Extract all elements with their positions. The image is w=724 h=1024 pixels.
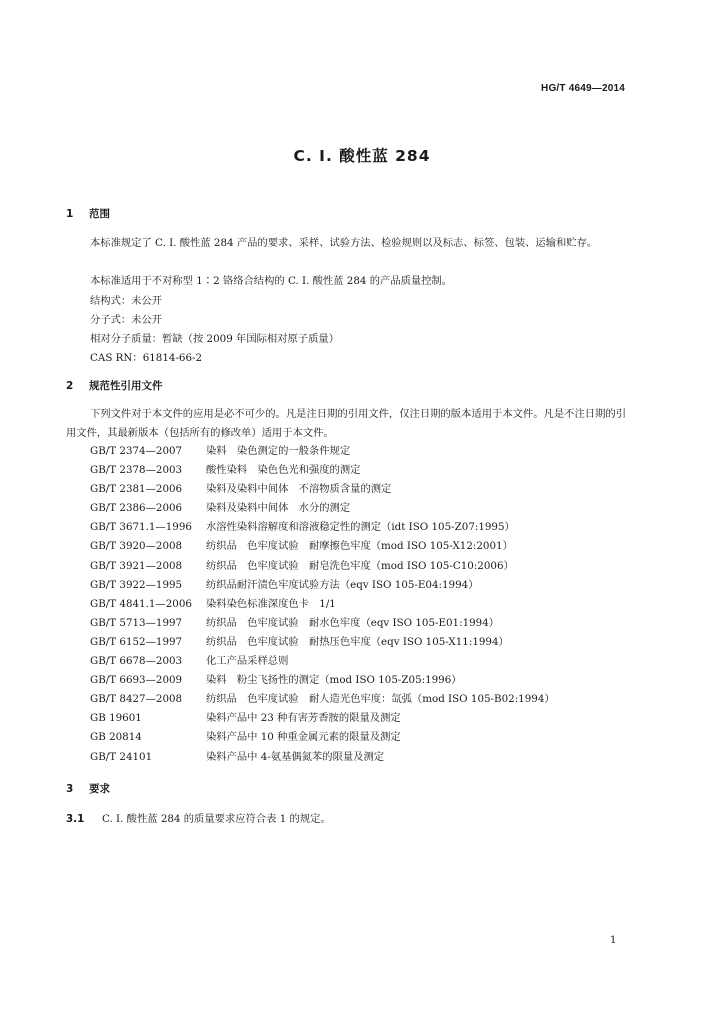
reference-item <box>90 690 555 709</box>
reference-item <box>90 461 555 480</box>
reference-code: GB/T 24101 <box>90 750 153 763</box>
reference-title: 化工产品采样总则 <box>206 655 289 668</box>
section-1-number: 1 <box>66 208 74 220</box>
reference-title: 染料产品中 23 种有害芳香胺的限量及测定 <box>206 712 401 725</box>
reference-code: GB/T 2381—2006 <box>90 483 183 496</box>
reference-code: GB/T 5713—1997 <box>90 616 183 629</box>
reference-item <box>90 595 555 614</box>
reference-title: 纺织品 色牢度试验 耐人造光色牢度：氙弧（mod ISO 105-B02:1994） <box>206 693 555 706</box>
section-1-paragraph-applicability: 本标准适用于不对称型 1∶2 铬络合结构的 C. I. 酸性蓝 284 的产品质量控制。 <box>90 275 453 287</box>
reference-item <box>90 518 555 537</box>
section-3-heading <box>66 781 110 796</box>
reference-item <box>90 652 555 671</box>
reference-title: 纺织品 色牢度试验 耐摩擦色牢度（mod ISO 105-X12:2001） <box>206 540 513 553</box>
reference-title: 染料 粉尘飞扬性的测定（mod ISO 105-Z05:1996） <box>206 674 462 687</box>
reference-code: GB/T 3920—2008 <box>90 540 183 553</box>
section-2-heading <box>66 378 163 393</box>
section-1-paragraph-scope: 本标准规定了 C. I. 酸性蓝 284 产品的要求、采样、试验方法、检验规则以及标志、标签、包装、运输和贮存。 <box>90 237 598 249</box>
page-number: 1 <box>610 935 617 946</box>
section-3-title: 要求 <box>89 783 110 795</box>
reference-code: GB/T 2378—2003 <box>90 464 183 477</box>
reference-code: GB 20814 <box>90 731 142 744</box>
reference-code: GB/T 3922—1995 <box>90 578 183 591</box>
section-2-intro: 下列文件对于本文件的应用是必不可少的。凡是注日期的引用文件，仅注日期的版本适用于本文件。凡是不注日期的引用文件，其最新版本（包括所有的修改单）适用于本文件。 <box>66 408 626 439</box>
reference-code: GB/T 4841.1—2006 <box>90 597 192 610</box>
reference-item <box>90 614 555 633</box>
clause-3-1-number: 3.1 <box>66 813 85 825</box>
reference-item <box>90 671 555 690</box>
standard-code: HG/T 4649—2014 <box>541 83 625 94</box>
reference-code: GB/T 6152—1997 <box>90 635 183 648</box>
section-1-heading <box>66 206 110 221</box>
reference-code: GB/T 2386—2006 <box>90 502 183 515</box>
reference-item <box>90 537 555 556</box>
structural-formula: 结构式：未公开 <box>90 295 163 307</box>
reference-item <box>90 633 555 652</box>
reference-title: 纺织品 色牢度试验 耐水色牢度（eqv ISO 105-E01:1994） <box>206 616 500 629</box>
reference-title: 纺织品 色牢度试验 耐热压色牢度（eqv ISO 105-X11:1994） <box>206 635 509 648</box>
reference-title: 纺织品耐汗渍色牢度试验方法（eqv ISO 105-E04:1994） <box>206 578 479 591</box>
reference-title: 染料产品中 4-氨基偶氮苯的限量及测定 <box>206 750 385 763</box>
reference-code: GB/T 6678—2003 <box>90 655 183 668</box>
reference-title: 染料染色标准深度色卡 1/1 <box>206 597 336 610</box>
reference-item <box>90 557 555 576</box>
reference-title: 染料产品中 10 种重金属元素的限量及测定 <box>206 731 401 744</box>
reference-item <box>90 442 555 461</box>
cas-number: CAS RN：61814-66-2 <box>90 352 203 364</box>
relative-molecular-mass: 相对分子质量：暂缺（按 2009 年国际相对原子质量） <box>90 333 339 345</box>
reference-title: 酸性染料 染色色光和强度的测定 <box>206 464 361 477</box>
reference-title: 水溶性染料溶解度和溶液稳定性的测定（idt ISO 105-Z07:1995） <box>206 521 515 534</box>
reference-code: GB/T 6693—2009 <box>90 674 183 687</box>
section-1-title: 范围 <box>89 208 110 220</box>
reference-title: 染料 染色测定的一般条件规定 <box>206 445 351 457</box>
reference-title: 染料及染料中间体 水分的测定 <box>206 502 351 515</box>
reference-title: 纺织品 色牢度试验 耐皂洗色牢度（mod ISO 105-C10:2006） <box>206 559 514 572</box>
reference-code: GB/T 8427—2008 <box>90 693 183 706</box>
section-2-title: 规范性引用文件 <box>89 380 163 392</box>
clause-3-1 <box>66 810 331 825</box>
section-3-number: 3 <box>66 783 74 795</box>
reference-title: 染料及染料中间体 不溶物质含量的测定 <box>206 483 392 496</box>
reference-code: GB/T 2374—2007 <box>90 445 183 457</box>
reference-item <box>90 480 555 499</box>
reference-item <box>90 499 555 518</box>
reference-list <box>90 442 555 767</box>
reference-item <box>90 576 555 595</box>
reference-item <box>90 709 555 728</box>
reference-code: GB 19601 <box>90 712 142 725</box>
document-title: C. I. 酸性蓝 284 <box>293 147 431 165</box>
reference-code: GB/T 3671.1—1996 <box>90 521 192 534</box>
reference-code: GB/T 3921—2008 <box>90 559 183 572</box>
section-2-number: 2 <box>66 380 74 392</box>
clause-3-1-text: C. I. 酸性蓝 284 的质量要求应符合表 1 的规定。 <box>102 813 331 825</box>
reference-item <box>90 748 555 767</box>
molecular-formula: 分子式：未公开 <box>90 314 163 326</box>
reference-item <box>90 728 555 747</box>
